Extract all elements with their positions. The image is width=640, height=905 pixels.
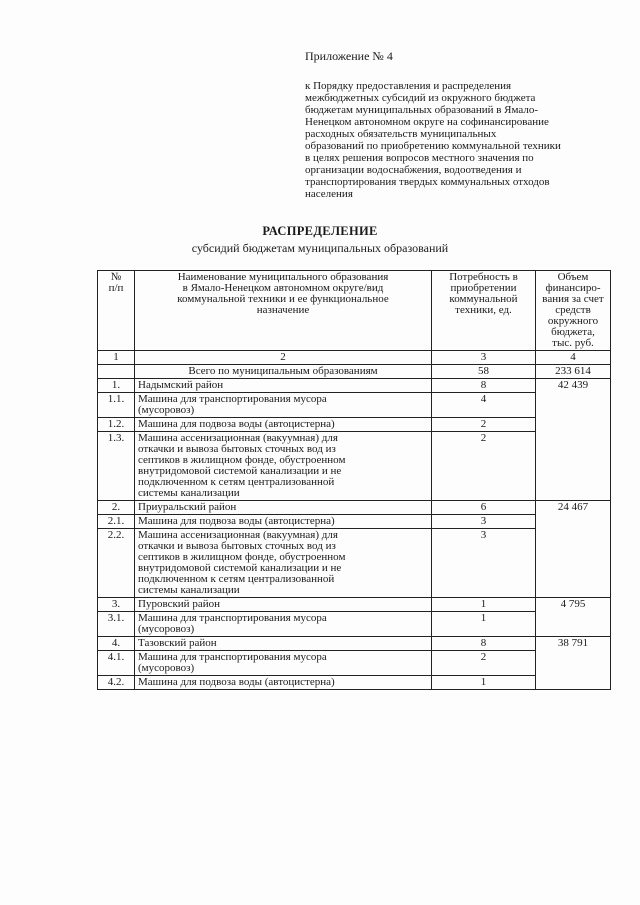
row-num: 1.3. [98, 432, 135, 501]
header-name: Наименование муниципального образования в Ямало-Ненецком автономном округе/вид коммунальной техники и ее функциональное назначение [135, 271, 432, 351]
row-name: Машина для подвоза воды (автоцистерна) [135, 418, 432, 432]
row-name: Машина для транспортирования мусора (мусоровоз) [135, 651, 432, 676]
table-row [98, 379, 611, 393]
document-title: РАСПРЕДЕЛЕНИЕ [262, 224, 378, 238]
row-name: Пуровский район [135, 598, 432, 612]
row-num: 1.1. [98, 393, 135, 418]
document-heading [0, 224, 640, 256]
row-name: Тазовский район [135, 637, 432, 651]
row-name: Машина для подвоза воды (автоцистерна) [135, 676, 432, 690]
row-need: 1 [432, 598, 536, 612]
row-need: 6 [432, 501, 536, 515]
row-need: 2 [432, 651, 536, 676]
row-name: Машина для транспортирования мусора (мусоровоз) [135, 393, 432, 418]
total-volume: 233 614 [536, 365, 611, 379]
row-name: Надымский район [135, 379, 432, 393]
table-row [98, 651, 611, 676]
table-row [98, 612, 611, 637]
header-need: Потребность в приобретении коммунальной техники, ед. [432, 271, 536, 351]
table-row [98, 676, 611, 690]
table-row [98, 637, 611, 651]
row-num: 4.2. [98, 676, 135, 690]
row-num: 1. [98, 379, 135, 393]
column-number: 1 [98, 351, 135, 365]
table-row [98, 501, 611, 515]
total-need: 58 [432, 365, 536, 379]
table-row [98, 515, 611, 529]
row-name: Машина для транспортирования мусора (мусоровоз) [135, 612, 432, 637]
row-num: 1.2. [98, 418, 135, 432]
header-num: № п/п [98, 271, 135, 351]
row-need: 4 [432, 393, 536, 418]
row-volume: 42 439 [536, 379, 611, 501]
row-need: 8 [432, 637, 536, 651]
row-num: 2.1. [98, 515, 135, 529]
row-num: 3. [98, 598, 135, 612]
column-number: 2 [135, 351, 432, 365]
table-header-row [98, 271, 611, 351]
annex-title: Приложение № 4 [305, 49, 393, 63]
row-need: 2 [432, 418, 536, 432]
row-need: 3 [432, 529, 536, 598]
annex-text: к Порядку предоставления и распределения межбюджетных субсидий из окружного бюджета бюджетам муниципальных образований в Ямало- Ненецком автономном округе на софинансирование расходных обязательств муниципальных образований по приобретению коммунальной техники в целях решения вопросов местного значения по организации водоснабжения, водоотведения и транспортирования твердых коммунальных отходов населения [305, 80, 561, 200]
table-row [98, 529, 611, 598]
row-need: 3 [432, 515, 536, 529]
row-need: 1 [432, 612, 536, 637]
column-number: 4 [536, 351, 611, 365]
total-label: Всего по муниципальным образованиям [135, 365, 432, 379]
table-row [98, 432, 611, 501]
row-need: 2 [432, 432, 536, 501]
total-row [98, 365, 611, 379]
row-volume: 38 791 [536, 637, 611, 690]
header-volume: Объем финансиро- вания за счет средств окружного бюджета, тыс. руб. [536, 271, 611, 351]
table-row [98, 418, 611, 432]
row-name: Приуральский район [135, 501, 432, 515]
row-num: 4.1. [98, 651, 135, 676]
row-name: Машина ассенизационная (вакуумная) для откачки и вывоза бытовых сточных вод из септиков в жилищном фонде, обустроенном внутридомовой системой канализации и не подключенном к сетям централизованной системы канализации [135, 529, 432, 598]
row-name: Машина ассенизационная (вакуумная) для откачки и вывоза бытовых сточных вод из септиков в жилищном фонде, обустроенном внутридомовой системой канализации и не подключенном к сетям централизованной системы канализации [135, 432, 432, 501]
total-num [98, 365, 135, 379]
table-row [98, 393, 611, 418]
row-num: 2. [98, 501, 135, 515]
row-volume: 24 467 [536, 501, 611, 598]
column-number: 3 [432, 351, 536, 365]
column-numbers-row [98, 351, 611, 365]
annex-block [305, 50, 605, 200]
document-subtitle: субсидий бюджетам муниципальных образований [191, 241, 449, 255]
row-volume: 4 795 [536, 598, 611, 637]
row-name: Машина для подвоза воды (автоцистерна) [135, 515, 432, 529]
row-need: 8 [432, 379, 536, 393]
table-row [98, 598, 611, 612]
row-need: 1 [432, 676, 536, 690]
row-num: 4. [98, 637, 135, 651]
distribution-table [97, 270, 611, 690]
row-num: 3.1. [98, 612, 135, 637]
row-num: 2.2. [98, 529, 135, 598]
